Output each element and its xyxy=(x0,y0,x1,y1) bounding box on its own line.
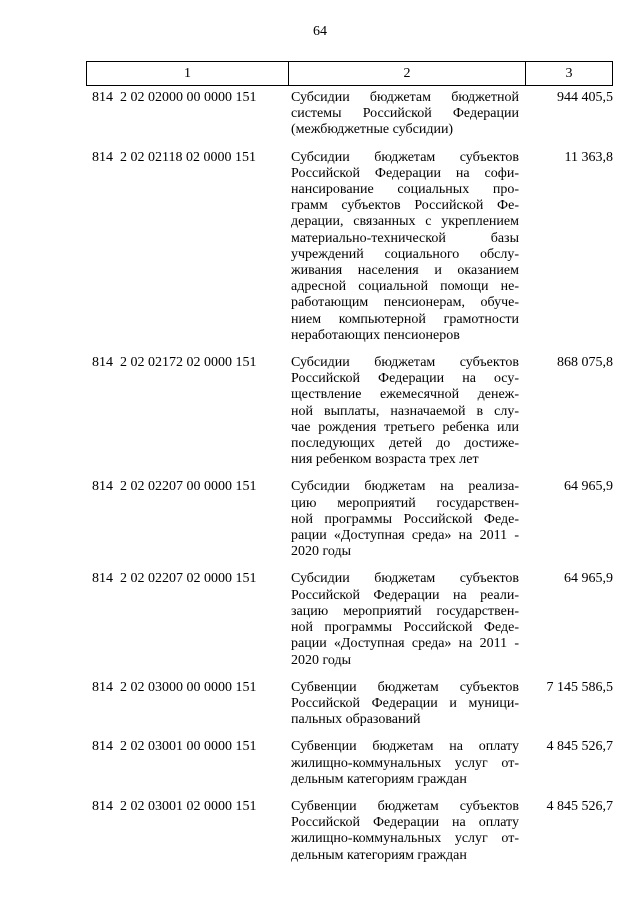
description-line: нием компьютерной грамотности xyxy=(291,311,519,327)
description-line: рации «Доступная среда» на 2011 - xyxy=(291,636,519,652)
description-line: дельным категориям граждан xyxy=(291,847,467,863)
description-line: зацию мероприятий государствен- xyxy=(291,603,519,619)
description-line: Субвенции бюджетам субъектов xyxy=(291,798,519,814)
description-line: жилищно-коммунальных услуг от- xyxy=(291,755,519,771)
description-line: Субсидии бюджетам субъектов xyxy=(291,149,519,165)
description-line: дельным категориям граждан xyxy=(291,771,467,787)
description-line: рации «Доступная среда» на 2011 - xyxy=(291,528,519,544)
description-line: живания населения и оказанием xyxy=(291,263,519,279)
amount: 11 363,8 xyxy=(564,149,613,165)
table-body xyxy=(86,90,613,864)
budget-code: 814 2 02 02118 02 0000 151 xyxy=(92,149,256,165)
description-line: ной программы Российской Феде- xyxy=(291,620,519,636)
budget-table xyxy=(86,61,613,875)
description-line: Субсидии бюджетам на реализа- xyxy=(291,479,519,495)
description-line: жилищно-коммунальных услуг от- xyxy=(291,831,519,847)
description-line: цию мероприятий государствен- xyxy=(291,495,519,511)
amount: 64 965,9 xyxy=(564,571,613,587)
budget-code: 814 2 02 02207 00 0000 151 xyxy=(92,479,257,495)
description-line: системы Российской Федерации xyxy=(291,106,519,122)
description-line: чае рождения третьего ребенка или xyxy=(291,419,519,435)
description xyxy=(287,680,523,729)
description-line: пальных образований xyxy=(291,712,421,728)
description-line: последующих детей до достиже- xyxy=(291,436,519,452)
description-line: (межбюджетные субсидии) xyxy=(291,122,454,138)
description xyxy=(287,90,523,139)
column-header-2: 2 xyxy=(289,62,526,85)
description-line: ния ребенком возраста трех лет xyxy=(291,452,479,468)
description-line: Субсидии бюджетам субъектов xyxy=(291,355,519,371)
amount: 64 965,9 xyxy=(564,479,613,495)
amount: 4 845 526,7 xyxy=(546,739,613,755)
description-line: учреждений социального обслу- xyxy=(291,246,519,262)
description-line: ществление ежемесячной денеж- xyxy=(291,387,519,403)
amount: 944 405,5 xyxy=(557,90,613,105)
table-row xyxy=(86,90,613,139)
description xyxy=(287,150,523,344)
table-row xyxy=(86,355,613,468)
table-row xyxy=(86,571,613,668)
budget-code: 814 2 02 03000 00 0000 151 xyxy=(92,679,257,695)
column-header-3: 3 xyxy=(565,65,573,81)
description-line: 2020 годы xyxy=(291,544,352,560)
description-line: Российской Федерации на реали- xyxy=(291,587,519,603)
description-line: нансирование социальных про- xyxy=(291,182,519,198)
description-line: Российской Федерации на осу- xyxy=(291,371,519,387)
description-line: Субсидии бюджетам бюджетной xyxy=(291,90,519,105)
description-line: Субвенции бюджетам субъектов xyxy=(291,679,519,695)
description-line: ной программы Российской Феде- xyxy=(291,511,519,527)
description xyxy=(287,799,523,864)
budget-code: 814 2 02 02172 02 0000 151 xyxy=(92,355,257,371)
table-row xyxy=(86,479,613,560)
description xyxy=(287,479,523,560)
table-row xyxy=(86,799,613,864)
description-line: 2020 годы xyxy=(291,652,352,668)
budget-code: 814 2 02 03001 00 0000 151 xyxy=(92,739,257,755)
description-line: Субсидии бюджетам субъектов xyxy=(291,571,519,587)
amount: 868 075,8 xyxy=(557,355,613,371)
description-line: грамм субъектов Российской Фе- xyxy=(291,198,519,214)
budget-code: 814 2 02 03001 02 0000 151 xyxy=(92,798,257,814)
table-row xyxy=(86,680,613,729)
description xyxy=(287,355,523,468)
description-line: Российской Федерации на софи- xyxy=(291,165,519,181)
table-header xyxy=(86,61,613,86)
budget-code: 814 2 02 02207 02 0000 151 xyxy=(92,571,257,587)
description xyxy=(287,571,523,668)
description-line: адресной социальной помощи не- xyxy=(291,279,519,295)
budget-code: 814 2 02 02000 00 0000 151 xyxy=(92,90,257,105)
amount: 4 845 526,7 xyxy=(546,798,613,814)
description-line: Российской Федерации и муници- xyxy=(291,695,519,711)
description-line: Субвенции бюджетам на оплату xyxy=(291,739,519,755)
description xyxy=(287,739,523,788)
description-line: Российской Федерации на оплату xyxy=(291,815,519,831)
description-line: материально-технической базы xyxy=(291,230,519,246)
page-number: 64 xyxy=(313,24,327,39)
description-line: неработающих пенсионеров xyxy=(291,327,460,343)
description-line: дерации, связанных с укреплением xyxy=(291,214,519,230)
description-line: ной выплаты, назначаемой в слу- xyxy=(291,403,519,419)
table-row xyxy=(86,739,613,788)
table-row xyxy=(86,150,613,344)
column-header-1: 1 xyxy=(87,62,289,85)
description-line: работающим пенсионерам, обуче- xyxy=(291,295,519,311)
amount: 7 145 586,5 xyxy=(546,679,613,695)
